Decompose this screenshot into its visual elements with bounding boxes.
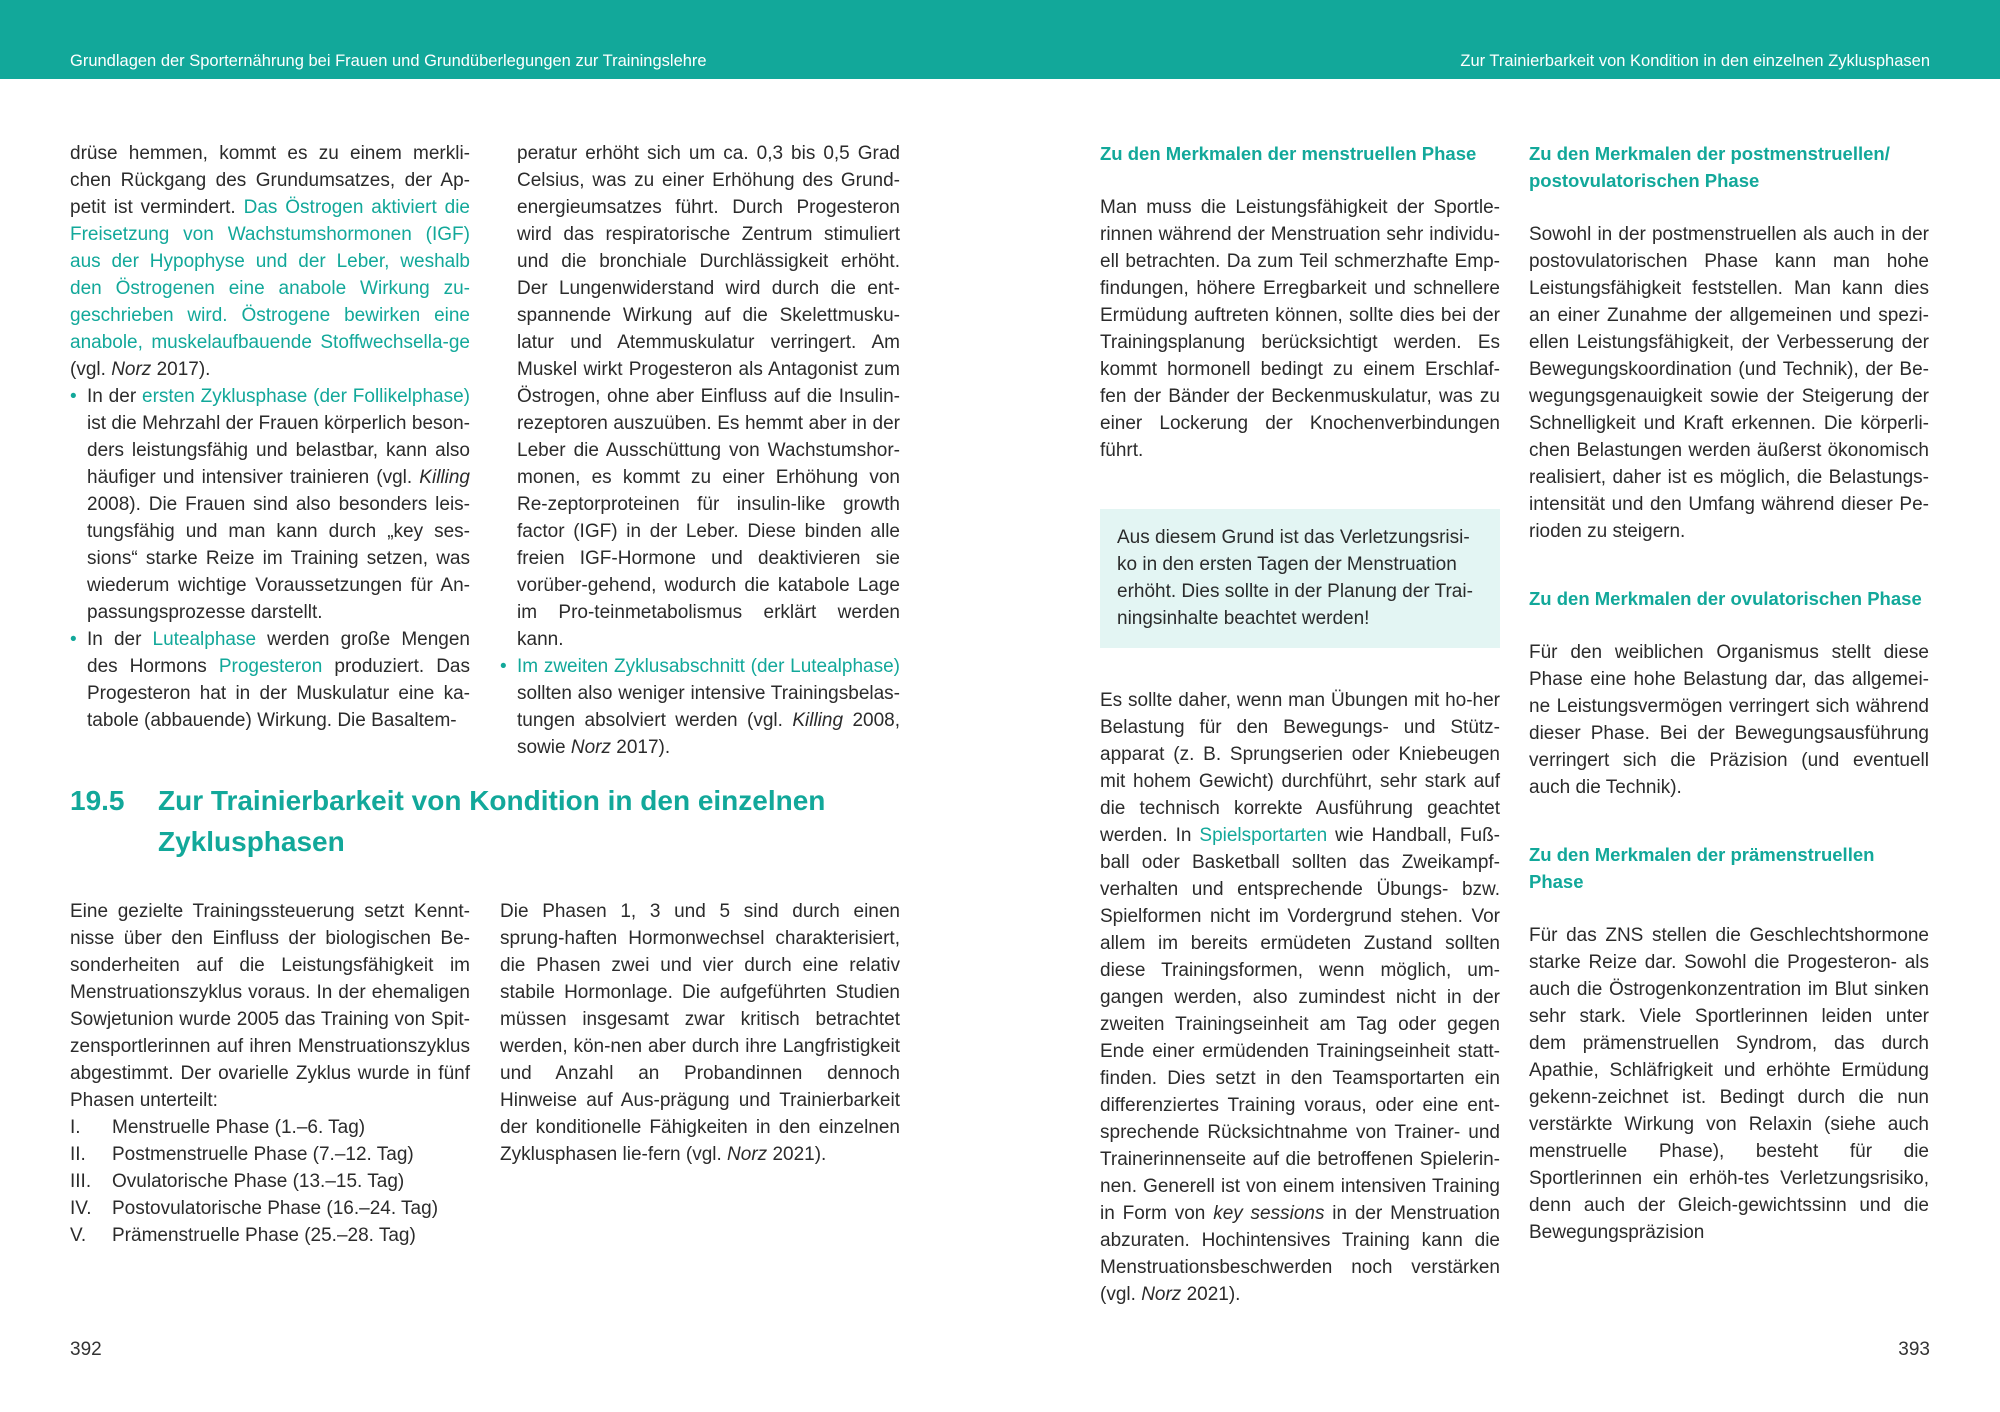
subheading: Zu den Merkmalen der prämenstruellen Phase (1529, 844, 1875, 892)
info-box: Aus diesem Grund ist das Verletzungsrisi-ko in den ersten Tagen der Menstruation erhöht. Dies sollte in der Planung der Trai-ningsinhalte beachtet werden! (1100, 509, 1500, 648)
page-number-left: 392 (70, 1339, 102, 1360)
highlighted-text: Das Östrogen aktiviert die Freisetzung von Wachstumshormonen (IGF) aus der Hypophyse und der Leber, weshalb den Östrogenen eine anabole Wirkung zu-geschrieben wird. Östrogene bewirken eine anabole, muskelaufbauende Stoffwechsella-ge (70, 197, 470, 353)
highlighted-text: Progesteron (218, 656, 323, 677)
section-heading (70, 780, 950, 862)
paragraph: Für den weiblichen Organismus stellt diese Phase eine hohe Belastung dar, das allgemei-ne Leistungsvermögen verringert sich während dieser Phase. Bei der Bewegungsausführung verringert sich die Präzision (und eventuell auch die Technik). (1529, 642, 1929, 798)
left-col2-top (517, 140, 900, 761)
highlighted-text: Im zweiten Zyklusabschnitt (der Lutealphase) (517, 656, 900, 677)
paragraph: drüse hemmen, kommt es zu einem merkli-chen Rückgang des Grundumsatzes, der Ap-petit ist vermindert. Das Östrogen aktiviert die Freisetzung von Wachstumshormonen (IGF) aus der Hypophyse und der Leber, weshalb den Östrogenen eine anabole Wirkung zu-geschrieben wird. Östrogene bewirken eine anabole, muskelaufbauende Stoffwechsella-ge (vgl. Norz 2017). (70, 143, 470, 380)
subheading: Zu den Merkmalen der ovulatorischen Phase (1529, 588, 1922, 609)
section-title: Zur Trainierbarkeit von Kondition in den einzelnen Zyklusphasen (158, 785, 826, 857)
highlighted-text: Spielsportarten (1199, 825, 1328, 846)
citation: Killing (419, 467, 470, 488)
left-col2-bottom (500, 898, 900, 1168)
left-col1-bottom (70, 898, 470, 1249)
list-item: • In der Lutealphase werden große Mengen des Hormons Progesteron produziert. Das Progesteron hat in der Muskulatur eine ka-tabole (abbauende) Wirkung. Die Basaltem- (70, 626, 470, 734)
subheading: Zu den Merkmalen der postmenstruellen/ postovulatorischen Phase (1529, 143, 1890, 191)
list-item: V. Prämenstruelle Phase (25.–28. Tag) (70, 1225, 416, 1246)
bullet-list (70, 383, 470, 734)
paragraph: Die Phasen 1, 3 und 5 sind durch einen sprung-haften Hormonwechsel charakterisiert, die Phasen zwei und vier durch eine relativ stabile Hormonlage. Die aufgeführten Studien müssen insgesamt zwar kritisch betrachtet werden, kön-nen aber durch ihre Langfristigkeit und Anzahl an Probandinnen dennoch Hinweise auf Aus-prägung und Trainierbarkeit der konditionelle Fähigkeiten in den einzelnen Zyklusphasen lie-fern (vgl. Norz 2021). (500, 901, 900, 1165)
list-item: III. Ovulatorische Phase (13.–15. Tag) (70, 1171, 405, 1192)
list-item: • Im zweiten Zyklusabschnitt (der Lutealphase) sollten also weniger intensive Trainingsbelas-tungen absolviert werden (vgl. Killing 2008, sowie Norz 2017). (500, 653, 900, 761)
paragraph: Eine gezielte Trainingssteuerung setzt Kennt-nisse über den Einfluss der biologischen Be-sonderheiten auf die Leistungsfähigkeit im Menstruationszyklus voraus. In der ehemaligen Sowjetunion wurde 2005 das Training von Spit-zensportlerinnen auf ihren Menstruationszyklus abgestimmt. Der ovarielle Zyklus wurde in fünf Phasen unterteilt: (70, 901, 470, 1111)
list-item: • In der ersten Zyklusphase (der Follikelphase) ist die Mehrzahl der Frauen körperlich beson-ders leistungsfähig und belastbar, kann also häufiger und intensiver trainieren (vgl. Killing 2008). Die Frauen sind also besonders leis-tungsfähig und man kann durch „key ses-sions“ starke Reize im Training setzen, was wiederum wichtige Voraussetzungen für An-passungsprozesse darstellt. (70, 383, 470, 626)
right-col3 (1100, 140, 1500, 1308)
list-item: II. Postmenstruelle Phase (7.–12. Tag) (70, 1144, 414, 1165)
paragraph: Sowohl in der postmenstruellen als auch in der postovulatorischen Phase kann man hohe Leistungsfähigkeit feststellen. Man kann dies an einer Zunahme der allgemeinen und spezi-ellen Leistungsfähigkeit, der Verbesserung der Bewegungskoordination (und Technik), der Be-wegungsgenauigkeit sowie der Steigerung der Schnelligkeit und Kraft erkennen. Die körperli-chen Belastungen werden äußerst ökonomisch realisiert, daher ist es möglich, die Belastungs-intensität und den Umfang während dieser Pe-rioden zu steigern. (1529, 224, 1929, 542)
citation: Norz (1141, 1284, 1182, 1305)
bullet-list (500, 653, 900, 761)
subheading: Zu den Merkmalen der menstruellen Phase (1100, 143, 1477, 164)
section-number: 19.5 (70, 785, 125, 816)
right-col4 (1529, 140, 1929, 1246)
highlighted-text: Lutealphase (152, 629, 257, 650)
citation: Norz (111, 359, 152, 380)
running-title-left: Grundlagen der Sporternährung bei Frauen und Grundüberlegungen zur Trainingslehre (70, 52, 707, 70)
paragraph: Man muss die Leistungsfähigkeit der Sportle-rinnen während der Menstruation sehr individu-ell betrachten. Da zum Teil schmerzhafte Emp-findungen, höhere Erregbarkeit und schnellere Ermüdung auftreten können, sollte dies bei der Trainingsplanung berücksichtigt werden. Es kommt hormonell bedingt zu einem Erschlaf-fen der Bänder der Beckenmuskulatur, was zu einer Lockerung der Knochenverbindungen führt. (1100, 197, 1500, 461)
citation: Norz (570, 737, 611, 758)
list-item: I. Menstruelle Phase (1.–6. Tag) (70, 1117, 366, 1138)
running-title-right: Zur Trainierbarkeit von Kondition in den einzelnen Zyklusphasen (1460, 52, 1930, 70)
header-bar (0, 0, 2000, 79)
page-number-right: 393 (1898, 1339, 1930, 1360)
paragraph: Es sollte daher, wenn man Übungen mit ho-her Belastung für den Bewegungs- und Stütz-apparat (z. B. Sprungserien oder Kniebeugen mit hohem Gewicht) durchführt, sehr stark auf die technisch korrekte Ausführung geachtet werden. In Spielsportarten wie Handball, Fuß-ball oder Basketball sollten das Zweikampf-verhalten und entsprechende Übungs- bzw. Spielformen nicht im Vordergrund stehen. Vor allem im bereits ermüdeten Zustand sollten diese Trainingsformen, wenn möglich, um-gangen werden, also zumindest nicht in der zweiten Trainingseinheit am Tag oder gegen Ende einer ermüdenden Trainingseinheit statt-finden. Dies setzt in den Teamsportarten ein differenziertes Training voraus, oder eine ent-sprechende Rücksichtnahme von Trainer- und Trainerinnenseite auf die betroffenen Spielerin-nen. Generell ist von einem intensiven Training in Form von key sessions in der Menstruation abzuraten. Hochintensives Training kann die Menstruationsbeschwerden noch verstärken (vgl. Norz 2021). (1100, 690, 1500, 1305)
left-col1-top (70, 140, 470, 734)
phase-list (70, 1114, 470, 1249)
citation: Killing (792, 710, 844, 731)
highlighted-text: ersten Zyklusphase (der Follikelphase) (142, 386, 470, 407)
paragraph: Für das ZNS stellen die Geschlechtshormone starke Reize dar. Sowohl die Progesteron- als auch die Östrogenkonzentration im Blut sinken sehr stark. Viele Sportlerinnen leiden unter dem prämenstruellen Syndrom, das durch Apathie, Schläfrigkeit und erhöhte Ermüdung gekenn-zeichnet ist. Bedingt durch die nun verstärkte Wirkung von Relaxin (siehe auch menstruelle Phase), besteht für die Sportlerinnen ein erhöh-tes Verletzungsrisiko, denn auch der Gleich-gewichtssinn und die Bewegungspräzision (1529, 925, 1929, 1243)
emphasis: key sessions (1213, 1203, 1325, 1224)
paragraph: peratur erhöht sich um ca. 0,3 bis 0,5 Grad Celsius, was zu einer Erhöhung des Grund-energieumsatzes führt. Durch Progesteron wird das respiratorische Zentrum stimuliert und die bronchiale Durchlässigkeit erhöht. Der Lungenwiderstand wird durch die ent-spannende Wirkung auf die Skelettmusku-latur und Atemmuskulatur verringert. Am Muskel wirkt Progesteron als Antagonist zum Östrogen, ohne aber Einfluss auf die Insulin-rezeptoren auszuüben. Es hemmt aber in der Leber die Ausschüttung von Wachstumshor-monen, es kommt zu einer Erhöhung von Re-zeptorproteinen für insulin-like growth factor (IGF) in der Leber. Diese binden alle freien IGF-Hormone und deaktivieren sie vorüber-gehend, wodurch die katabole Lage im Pro-teinmetabolismus erklärt werden kann. (517, 143, 900, 650)
list-item: IV. Postovulatorische Phase (16.–24. Tag) (70, 1198, 439, 1219)
citation: Norz (727, 1144, 768, 1165)
